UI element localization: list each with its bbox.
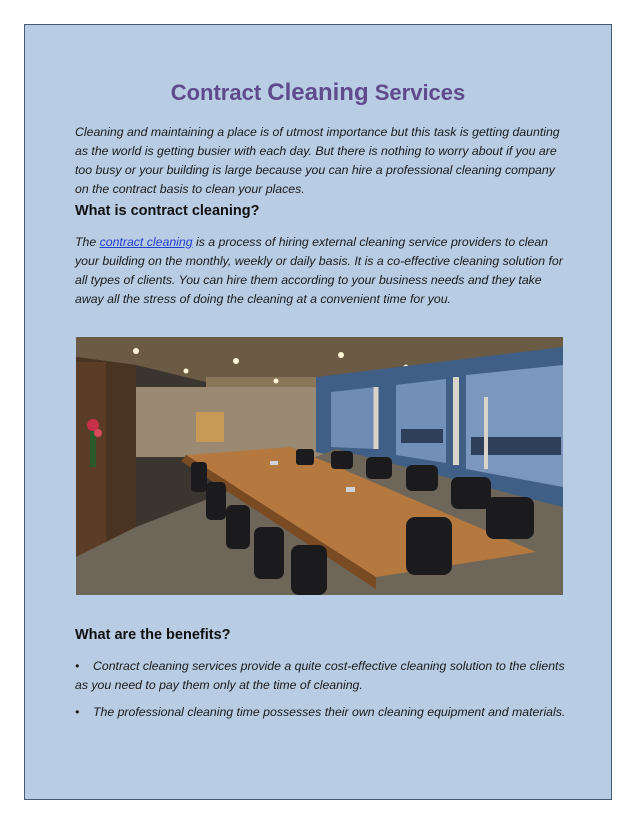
definition-text: is a process of hiring external cleaning service providers to clean your building on the monthly, weekly or daily basis. It is a co-effective cleaning solution for all types of clients. You can hire them according to your business needs and they take away all the stress of doing the cleaning at a convenient time for you. [75, 235, 563, 306]
benefit-item [75, 703, 570, 722]
heading-benefits: What are the benefits? [75, 627, 231, 643]
title-word-cleaning: Cleaning [267, 79, 369, 106]
definition-prefix: The [75, 235, 100, 249]
title-word-contract: Contract [170, 80, 268, 105]
document-page [24, 24, 612, 800]
intro-paragraph: Cleaning and maintaining a place is of utmost importance but this task is getting daunting as the world is getting busier with each day. But there is nothing to worry about if you are too busy or your building is large because you can hire a professional cleaning company on the contract basis to clean your places. [75, 125, 560, 196]
bullet-marker: • [75, 705, 80, 719]
conference-room-photo [76, 337, 563, 595]
benefit-item [75, 657, 570, 695]
page-title [25, 79, 611, 107]
title-word-services: Services [368, 80, 466, 105]
bullet-marker: • [75, 659, 80, 673]
contract-cleaning-link[interactable]: contract cleaning [99, 235, 193, 249]
definition-paragraph [75, 233, 570, 309]
heading-what-is: What is contract cleaning? [75, 203, 260, 219]
benefit-text: The professional cleaning time possesses their own cleaning equipment and materials. [92, 705, 566, 719]
conference-room-illustration [76, 337, 563, 595]
benefit-text: Contract cleaning services provide a quite cost-effective cleaning solution to the clients as you need to pay them only at the time of cleaning. [75, 659, 565, 692]
